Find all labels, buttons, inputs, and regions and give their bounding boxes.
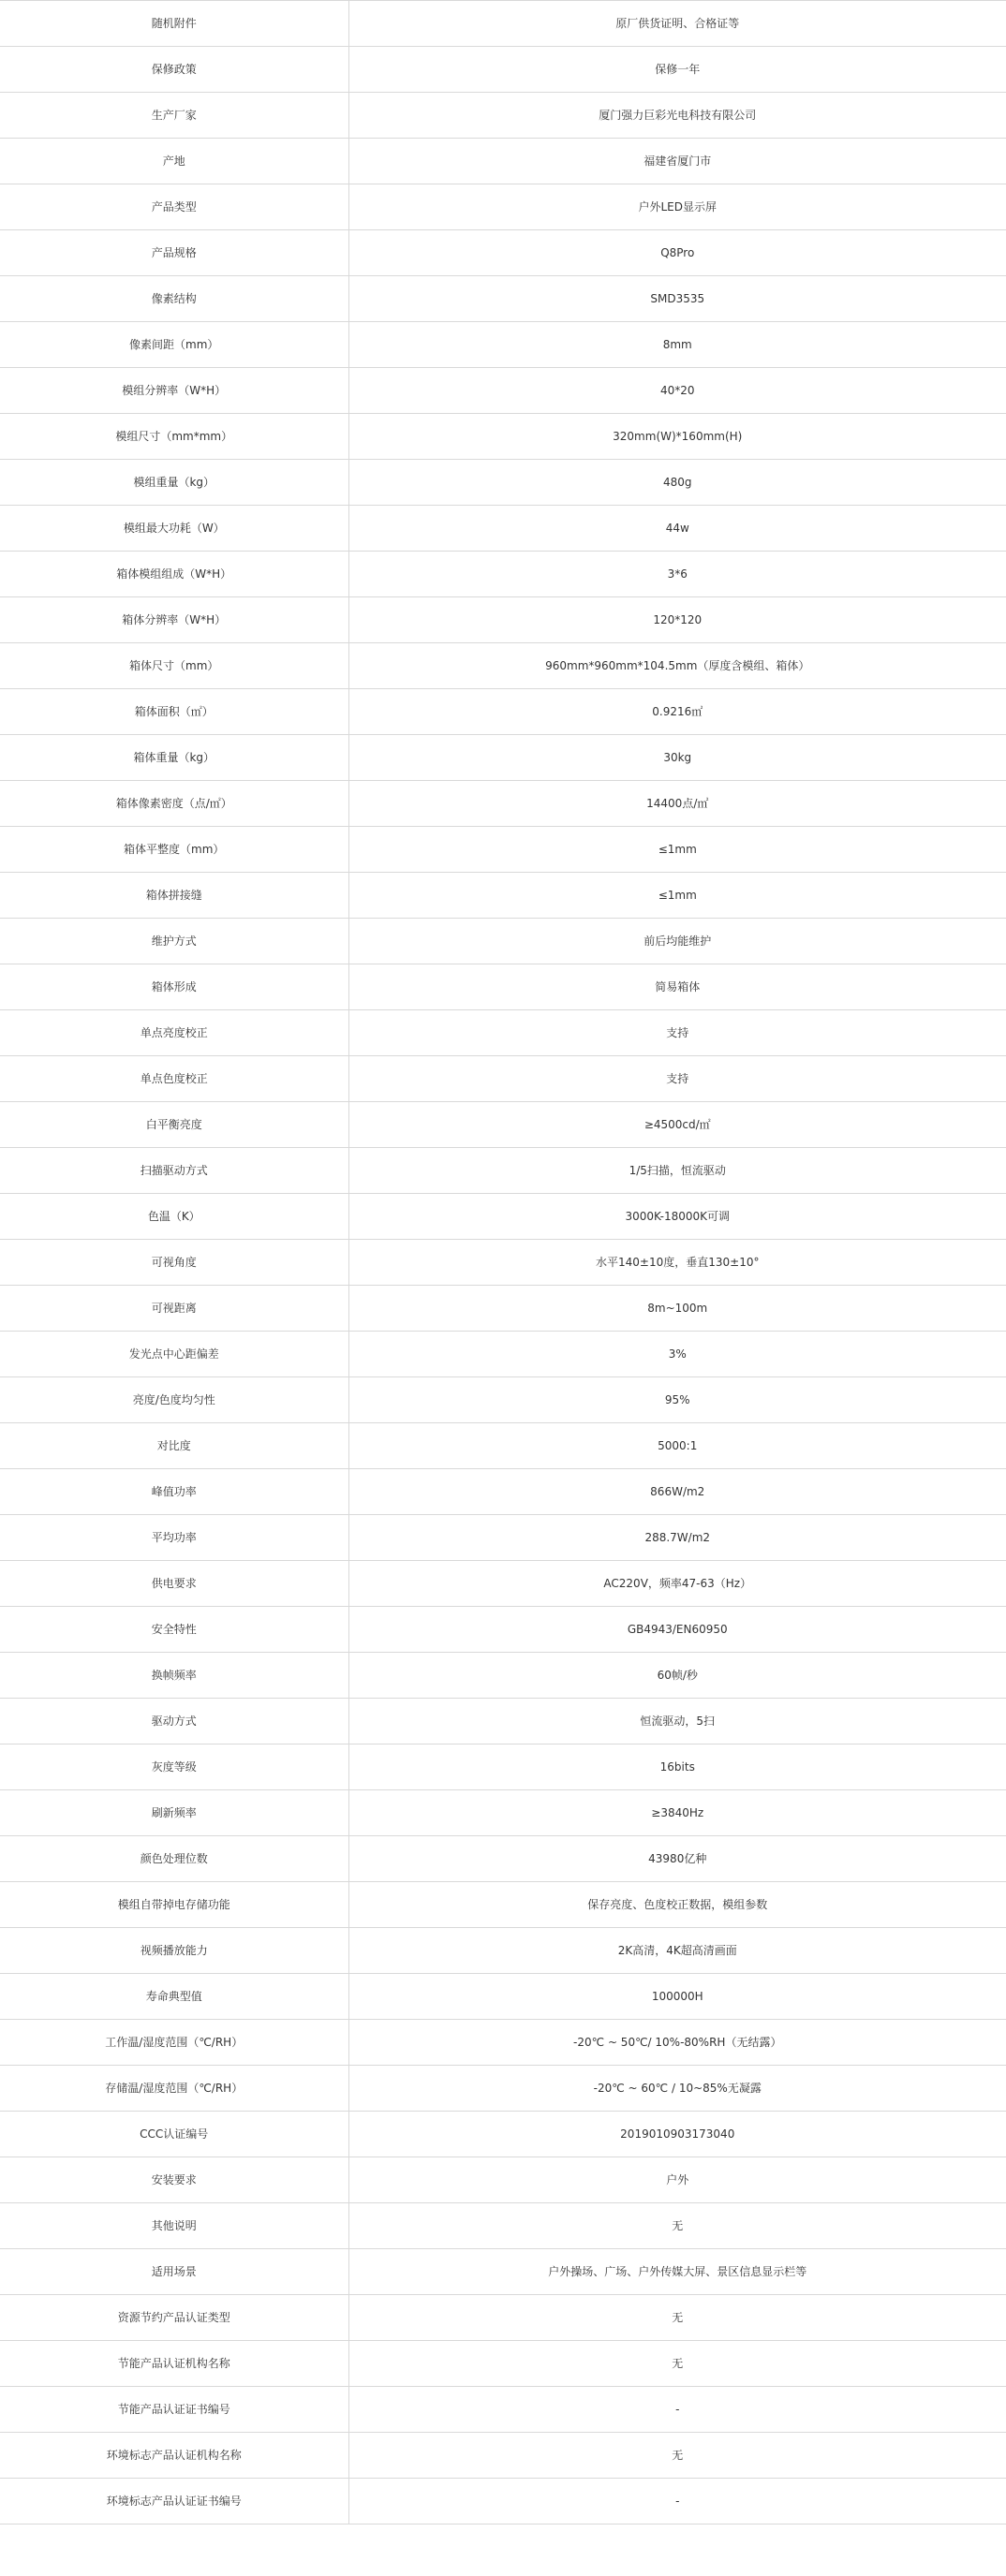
spec-value: 户外 — [348, 2157, 1006, 2203]
spec-value: 2019010903173040 — [348, 2112, 1006, 2157]
spec-value: 44w — [348, 506, 1006, 552]
spec-value: -20℃ ~ 50℃/ 10%-80%RH（无结露） — [348, 2020, 1006, 2066]
spec-value: 5000:1 — [348, 1423, 1006, 1469]
table-row — [0, 597, 1006, 643]
spec-value: 恒流驱动，5扫 — [348, 1699, 1006, 1744]
spec-label: 像素间距（mm） — [0, 322, 348, 368]
table-row — [0, 276, 1006, 322]
spec-value: 户外LED显示屏 — [348, 184, 1006, 230]
table-row — [0, 781, 1006, 827]
table-row — [0, 2157, 1006, 2203]
spec-label: 平均功率 — [0, 1515, 348, 1561]
spec-value: 2K高清，4K超高清画面 — [348, 1928, 1006, 1974]
table-row — [0, 2112, 1006, 2157]
spec-label: 单点色度校正 — [0, 1056, 348, 1102]
table-row — [0, 1102, 1006, 1148]
table-row — [0, 1056, 1006, 1102]
spec-label: 箱体模组组成（W*H） — [0, 552, 348, 597]
spec-value: 320mm(W)*160mm(H) — [348, 414, 1006, 460]
table-row — [0, 1607, 1006, 1653]
spec-value: 户外操场、广场、户外传媒大屏、景区信息显示栏等 — [348, 2249, 1006, 2295]
spec-label: 发光点中心距偏差 — [0, 1332, 348, 1377]
spec-label: 维护方式 — [0, 919, 348, 964]
spec-label: 安全特性 — [0, 1607, 348, 1653]
spec-label: 适用场景 — [0, 2249, 348, 2295]
spec-table-body — [0, 1, 1006, 2524]
table-row — [0, 1974, 1006, 2020]
table-row — [0, 1882, 1006, 1928]
spec-label: 峰值功率 — [0, 1469, 348, 1515]
spec-label: 刷新频率 — [0, 1790, 348, 1836]
spec-value: 前后均能维护 — [348, 919, 1006, 964]
spec-label: 单点亮度校正 — [0, 1010, 348, 1056]
spec-label: 箱体重量（kg） — [0, 735, 348, 781]
table-row — [0, 552, 1006, 597]
table-row — [0, 1744, 1006, 1790]
table-row — [0, 2387, 1006, 2433]
spec-value: 60帧/秒 — [348, 1653, 1006, 1699]
spec-value: 保存亮度、色度校正数据，模组参数 — [348, 1882, 1006, 1928]
spec-value: 8m~100m — [348, 1286, 1006, 1332]
table-row — [0, 368, 1006, 414]
table-row — [0, 414, 1006, 460]
spec-label: 模组自带掉电存储功能 — [0, 1882, 348, 1928]
table-row — [0, 689, 1006, 735]
table-row — [0, 919, 1006, 964]
spec-label: 工作温/湿度范围（℃/RH） — [0, 2020, 348, 2066]
spec-value: 16bits — [348, 1744, 1006, 1790]
spec-value: - — [348, 2479, 1006, 2524]
spec-label: 可视角度 — [0, 1240, 348, 1286]
spec-label: 其他说明 — [0, 2203, 348, 2249]
spec-value: 水平140±10度，垂直130±10° — [348, 1240, 1006, 1286]
spec-value: 960mm*960mm*104.5mm（厚度含模组、箱体） — [348, 643, 1006, 689]
spec-value: 3000K-18000K可调 — [348, 1194, 1006, 1240]
table-row — [0, 964, 1006, 1010]
table-row — [0, 1836, 1006, 1882]
spec-label: 安装要求 — [0, 2157, 348, 2203]
spec-value: 30kg — [348, 735, 1006, 781]
spec-value: 支持 — [348, 1010, 1006, 1056]
spec-value: SMD3535 — [348, 276, 1006, 322]
spec-label: 箱体面积（㎡） — [0, 689, 348, 735]
spec-label: 灰度等级 — [0, 1744, 348, 1790]
spec-label: 存储温/湿度范围（℃/RH） — [0, 2066, 348, 2112]
spec-value: 480g — [348, 460, 1006, 506]
spec-label: 像素结构 — [0, 276, 348, 322]
table-row — [0, 1790, 1006, 1836]
spec-label: 箱体拼接缝 — [0, 873, 348, 919]
spec-value: 1/5扫描，恒流驱动 — [348, 1148, 1006, 1194]
spec-label: 箱体分辨率（W*H） — [0, 597, 348, 643]
spec-label: 换帧频率 — [0, 1653, 348, 1699]
spec-label: 白平衡亮度 — [0, 1102, 348, 1148]
spec-value: 95% — [348, 1377, 1006, 1423]
spec-label: 供电要求 — [0, 1561, 348, 1607]
spec-value: 14400点/㎡ — [348, 781, 1006, 827]
spec-label: 生产厂家 — [0, 93, 348, 139]
spec-label: 寿命典型值 — [0, 1974, 348, 2020]
spec-value: 简易箱体 — [348, 964, 1006, 1010]
spec-value: 120*120 — [348, 597, 1006, 643]
table-row — [0, 873, 1006, 919]
spec-value: 无 — [348, 2433, 1006, 2479]
spec-label: 产地 — [0, 139, 348, 184]
table-row — [0, 1423, 1006, 1469]
table-row — [0, 2020, 1006, 2066]
table-row — [0, 2433, 1006, 2479]
spec-value: 福建省厦门市 — [348, 139, 1006, 184]
table-row — [0, 1377, 1006, 1423]
table-row — [0, 1010, 1006, 1056]
spec-label: 亮度/色度均匀性 — [0, 1377, 348, 1423]
spec-label: 箱体像素密度（点/㎡） — [0, 781, 348, 827]
table-row — [0, 1148, 1006, 1194]
spec-value: 保修一年 — [348, 47, 1006, 93]
table-row — [0, 93, 1006, 139]
table-row — [0, 184, 1006, 230]
spec-label: 驱动方式 — [0, 1699, 348, 1744]
spec-value: 43980亿种 — [348, 1836, 1006, 1882]
spec-label: 可视距离 — [0, 1286, 348, 1332]
spec-value: - — [348, 2387, 1006, 2433]
table-row — [0, 2249, 1006, 2295]
spec-value: 原厂供货证明、合格证等 — [348, 1, 1006, 47]
spec-value: 无 — [348, 2295, 1006, 2341]
spec-label: 节能产品认证证书编号 — [0, 2387, 348, 2433]
spec-label: 模组最大功耗（W） — [0, 506, 348, 552]
spec-label: 模组尺寸（mm*mm） — [0, 414, 348, 460]
spec-value: GB4943/EN60950 — [348, 1607, 1006, 1653]
spec-label: 随机附件 — [0, 1, 348, 47]
spec-label: 扫描驱动方式 — [0, 1148, 348, 1194]
spec-value: 0.9216㎡ — [348, 689, 1006, 735]
table-row — [0, 735, 1006, 781]
table-row — [0, 2479, 1006, 2524]
spec-label: 颜色处理位数 — [0, 1836, 348, 1882]
table-row — [0, 2066, 1006, 2112]
spec-label: 箱体平整度（mm） — [0, 827, 348, 873]
spec-value: 100000H — [348, 1974, 1006, 2020]
spec-value: 288.7W/m2 — [348, 1515, 1006, 1561]
table-row — [0, 1194, 1006, 1240]
spec-label: 环境标志产品认证机构名称 — [0, 2433, 348, 2479]
spec-value: AC220V，频率47-63（Hz） — [348, 1561, 1006, 1607]
spec-label: 环境标志产品认证证书编号 — [0, 2479, 348, 2524]
spec-label: 节能产品认证机构名称 — [0, 2341, 348, 2387]
table-row — [0, 2295, 1006, 2341]
spec-value: -20℃ ~ 60℃ / 10~85%无凝露 — [348, 2066, 1006, 2112]
table-row — [0, 643, 1006, 689]
spec-value: 厦门强力巨彩光电科技有限公司 — [348, 93, 1006, 139]
spec-label: 模组重量（kg） — [0, 460, 348, 506]
spec-value: 8mm — [348, 322, 1006, 368]
table-row — [0, 1332, 1006, 1377]
table-row — [0, 827, 1006, 873]
table-row — [0, 322, 1006, 368]
table-row — [0, 1561, 1006, 1607]
table-row — [0, 506, 1006, 552]
spec-label: 视频播放能力 — [0, 1928, 348, 1974]
spec-value: 支持 — [348, 1056, 1006, 1102]
table-row — [0, 1928, 1006, 1974]
spec-label: 资源节约产品认证类型 — [0, 2295, 348, 2341]
spec-label: 产品类型 — [0, 184, 348, 230]
table-row — [0, 230, 1006, 276]
spec-value: ≤1mm — [348, 827, 1006, 873]
spec-label: CCC认证编号 — [0, 2112, 348, 2157]
table-row — [0, 139, 1006, 184]
spec-label: 模组分辨率（W*H） — [0, 368, 348, 414]
spec-label: 产品规格 — [0, 230, 348, 276]
spec-value: Q8Pro — [348, 230, 1006, 276]
spec-value: 40*20 — [348, 368, 1006, 414]
spec-label: 色温（K） — [0, 1194, 348, 1240]
table-row — [0, 1286, 1006, 1332]
spec-label: 对比度 — [0, 1423, 348, 1469]
table-row — [0, 1515, 1006, 1561]
spec-value: 866W/m2 — [348, 1469, 1006, 1515]
table-row — [0, 2341, 1006, 2387]
table-row — [0, 47, 1006, 93]
table-row — [0, 2203, 1006, 2249]
spec-label: 箱体形成 — [0, 964, 348, 1010]
table-row — [0, 1240, 1006, 1286]
spec-label: 保修政策 — [0, 47, 348, 93]
spec-value: 3*6 — [348, 552, 1006, 597]
table-row — [0, 1, 1006, 47]
table-row — [0, 1653, 1006, 1699]
spec-value: 3% — [348, 1332, 1006, 1377]
table-row — [0, 1699, 1006, 1744]
spec-value: ≥3840Hz — [348, 1790, 1006, 1836]
spec-label: 箱体尺寸（mm） — [0, 643, 348, 689]
table-row — [0, 460, 1006, 506]
spec-value: ≤1mm — [348, 873, 1006, 919]
spec-value: 无 — [348, 2341, 1006, 2387]
spec-value: 无 — [348, 2203, 1006, 2249]
spec-value: ≥4500cd/㎡ — [348, 1102, 1006, 1148]
table-row — [0, 1469, 1006, 1515]
